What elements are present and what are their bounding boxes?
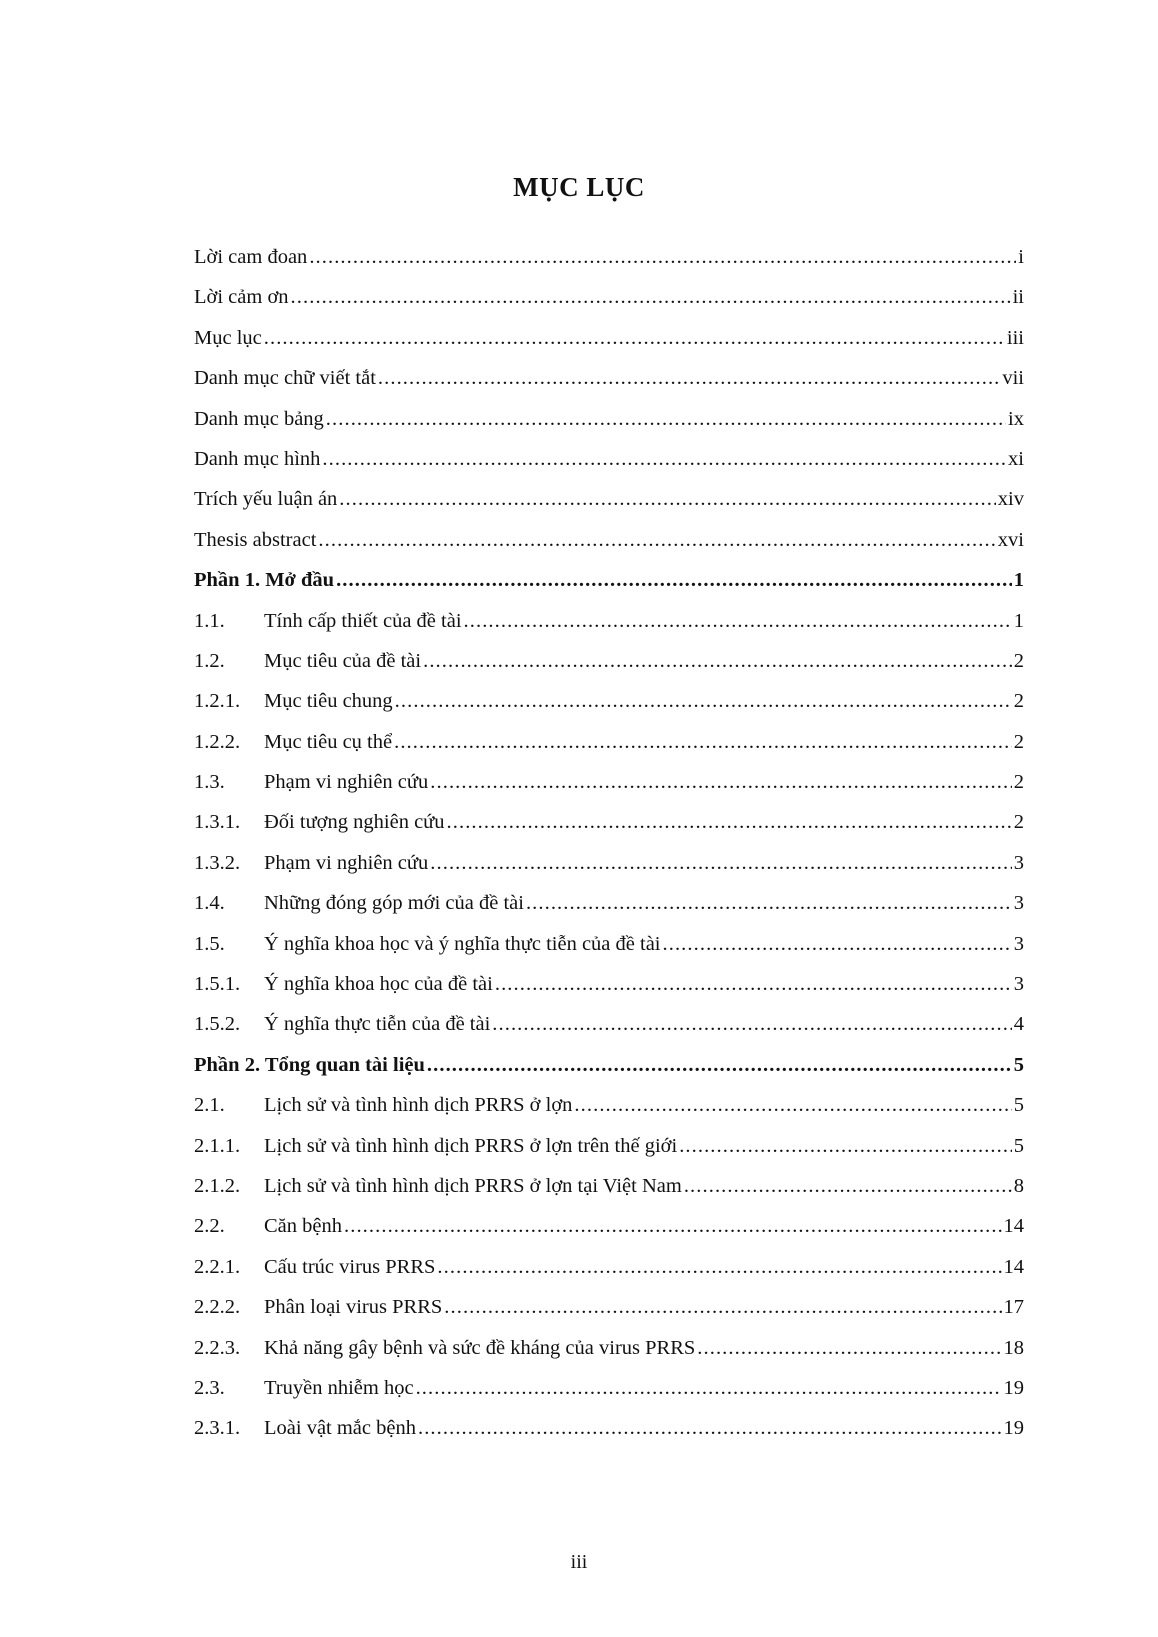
toc-entry-title: Danh mục chữ viết tắt — [194, 367, 376, 390]
toc-entry-title: Trích yếu luận án — [194, 488, 338, 511]
toc-entry[interactable] — [194, 325, 1024, 365]
toc-entry-number: 2.3. — [194, 1376, 225, 1399]
toc-entry-title: Lịch sử và tình hình dịch PRRS ở lợn tại Việt Nam — [264, 1174, 682, 1197]
toc-entry-page: 2 — [1013, 771, 1024, 794]
toc-entry-page: 14 — [1003, 1215, 1024, 1238]
toc-entry-page: 2 — [1013, 690, 1024, 713]
toc-entry[interactable] — [194, 244, 1024, 284]
toc-entry[interactable] — [194, 1415, 1024, 1455]
toc-entry-number: 2.2. — [194, 1215, 225, 1238]
page-title: MỤC LỤC — [513, 172, 645, 202]
toc-dot-leader — [444, 1294, 1001, 1320]
toc-entry-title: Truyền nhiễm học — [264, 1376, 414, 1399]
toc-entry-page: 5 — [1013, 1134, 1024, 1157]
toc-entry-title: Tính cấp thiết của đề tài — [264, 609, 462, 632]
toc-entry-number: 1.2. — [194, 649, 225, 672]
toc-entry[interactable] — [194, 1011, 1024, 1051]
toc-entry-number: 2.1.1. — [194, 1134, 241, 1157]
toc-dot-leader — [526, 890, 1012, 916]
toc-dot-leader — [430, 769, 1011, 795]
toc-entry[interactable] — [194, 809, 1024, 849]
toc-entry-number: 1.3.1. — [194, 811, 241, 834]
toc-entry-title: Danh mục hình — [194, 447, 321, 470]
toc-entry-number: 2.2.1. — [194, 1255, 241, 1278]
toc-entry[interactable] — [194, 1294, 1024, 1334]
toc-entry-title: Thesis abstract — [194, 528, 317, 551]
toc-entry-page: 3 — [1013, 932, 1024, 955]
toc-entry-page: ii — [1012, 286, 1024, 309]
toc-entry-number: 1.2.2. — [194, 730, 241, 753]
toc-dot-leader — [437, 1254, 1001, 1280]
toc-entry[interactable] — [194, 931, 1024, 971]
toc-entry-title: Phân loại virus PRRS — [264, 1296, 443, 1319]
toc-entry-number: 1.1. — [194, 609, 225, 632]
toc-dot-leader — [430, 850, 1011, 876]
toc-dot-leader — [423, 648, 1012, 674]
toc-entry-page: vii — [1002, 367, 1024, 390]
page-number: iii — [570, 1551, 588, 1573]
toc-dot-leader — [574, 1092, 1011, 1118]
toc-entry[interactable] — [194, 406, 1024, 446]
toc-entry-page: 3 — [1013, 851, 1024, 874]
toc-entry-number: 2.1.2. — [194, 1174, 241, 1197]
toc-entry-title: Phạm vi nghiên cứu — [264, 771, 429, 794]
toc-entry[interactable] — [194, 365, 1024, 405]
toc-dot-leader — [394, 729, 1012, 755]
toc-dot-leader — [684, 1173, 1012, 1199]
toc-entry-number: 1.5. — [194, 932, 225, 955]
toc-entry[interactable] — [194, 527, 1024, 567]
toc-entry-page: 17 — [1003, 1296, 1024, 1319]
toc-entry-page: 2 — [1013, 730, 1024, 753]
table-of-contents — [194, 244, 1024, 1456]
toc-entry-page: 1 — [1013, 609, 1024, 632]
toc-entry-title: Lời cam đoan — [194, 246, 308, 268]
toc-entry-title: Khả năng gây bệnh và sức đề kháng của virus PRRS — [264, 1336, 696, 1359]
toc-dot-leader — [322, 446, 1006, 472]
toc-entry-title: Danh mục bảng — [194, 407, 324, 430]
toc-entry-number: 1.4. — [194, 892, 225, 915]
toc-entry-page: 1 — [1013, 569, 1024, 592]
toc-entry-page: 14 — [1003, 1255, 1024, 1278]
toc-entry[interactable] — [194, 1092, 1024, 1132]
toc-dot-leader — [336, 567, 1012, 593]
toc-entry[interactable] — [194, 284, 1024, 324]
toc-entry[interactable] — [194, 608, 1024, 648]
toc-entry-number: 1.5.2. — [194, 1013, 241, 1036]
toc-entry[interactable] — [194, 1335, 1024, 1375]
toc-dot-leader — [663, 931, 1012, 957]
toc-entry[interactable] — [194, 648, 1024, 688]
toc-dot-leader — [378, 365, 1000, 391]
toc-dot-leader — [339, 486, 996, 512]
toc-entry-page: 3 — [1013, 892, 1024, 915]
toc-entry-page: 4 — [1013, 1013, 1024, 1036]
toc-entry-page: xvi — [997, 528, 1024, 551]
toc-dot-leader — [495, 971, 1012, 997]
toc-part-heading[interactable] — [194, 567, 1024, 607]
toc-entry[interactable] — [194, 1173, 1024, 1213]
toc-entry-title: Lịch sử và tình hình dịch PRRS ở lợn trên thế giới — [264, 1134, 678, 1157]
toc-entry-number: 2.3.1. — [194, 1417, 241, 1440]
toc-entry-page: 3 — [1013, 973, 1024, 996]
toc-entry[interactable] — [194, 890, 1024, 930]
toc-dot-leader — [697, 1335, 1001, 1361]
toc-dot-leader — [318, 527, 995, 553]
toc-entry-title: Đối tượng nghiên cứu — [264, 811, 445, 834]
toc-entry-title: Mục lục — [194, 326, 262, 349]
toc-entry-page: iii — [1006, 326, 1024, 349]
toc-entry-title: Mục tiêu cụ thể — [264, 730, 393, 753]
toc-entry-page: 2 — [1013, 811, 1024, 834]
toc-entry-number: 1.2.1. — [194, 690, 241, 713]
toc-entry-title: Mục tiêu chung — [264, 690, 393, 713]
toc-entry[interactable] — [194, 446, 1024, 486]
toc-entry-title: Phần 1. Mở đầu — [194, 569, 335, 592]
toc-entry[interactable] — [194, 1133, 1024, 1173]
toc-dot-leader — [395, 688, 1012, 714]
toc-entry-page: 8 — [1013, 1174, 1024, 1197]
toc-entry-page: 18 — [1003, 1336, 1024, 1359]
toc-entry[interactable] — [194, 1254, 1024, 1294]
toc-dot-leader — [427, 1052, 1012, 1078]
toc-entry-title: Cấu trúc virus PRRS — [264, 1255, 436, 1278]
toc-entry-page: ix — [1008, 407, 1024, 430]
toc-entry[interactable] — [194, 769, 1024, 809]
toc-dot-leader — [309, 244, 1016, 270]
toc-entry-title: Ý nghĩa thực tiễn của đề tài — [264, 1013, 491, 1036]
toc-entry[interactable] — [194, 486, 1024, 526]
toc-dot-leader — [679, 1133, 1012, 1159]
toc-entry-title: Lời cảm ơn — [194, 286, 289, 309]
toc-entry-page: xi — [1008, 447, 1024, 470]
toc-entry-page: 2 — [1013, 649, 1024, 672]
toc-dot-leader — [464, 608, 1012, 634]
toc-entry[interactable] — [194, 1213, 1024, 1253]
toc-entry-title: Ý nghĩa khoa học của đề tài — [264, 973, 493, 996]
toc-entry-title: Phạm vi nghiên cứu — [264, 851, 429, 874]
toc-dot-leader — [447, 809, 1012, 835]
toc-entry-page: 5 — [1013, 1094, 1024, 1117]
toc-entry[interactable] — [194, 850, 1024, 890]
toc-entry-page: 19 — [1003, 1417, 1024, 1440]
toc-entry[interactable] — [194, 1375, 1024, 1415]
toc-dot-leader — [416, 1375, 1002, 1401]
toc-entry-number: 2.2.2. — [194, 1296, 241, 1319]
toc-entry-title: Lịch sử và tình hình dịch PRRS ở lợn — [264, 1094, 573, 1117]
toc-entry-number: 2.2.3. — [194, 1336, 241, 1359]
toc-entry-title: Ý nghĩa khoa học và ý nghĩa thực tiễn của đề tài — [264, 932, 661, 955]
toc-entry-title: Loài vật mắc bệnh — [264, 1417, 416, 1440]
toc-entry-title: Những đóng góp mới của đề tài — [264, 892, 524, 915]
toc-dot-leader — [291, 284, 1011, 310]
toc-entry-number: 1.3.2. — [194, 851, 241, 874]
toc-dot-leader — [326, 406, 1006, 432]
toc-dot-leader — [418, 1415, 1002, 1441]
toc-entry-title: Phần 2. Tổng quan tài liệu — [194, 1053, 425, 1076]
toc-entry[interactable] — [194, 729, 1024, 769]
toc-dot-leader — [344, 1213, 1002, 1239]
toc-dot-leader — [492, 1011, 1011, 1037]
toc-entry-number: 1.5.1. — [194, 973, 241, 996]
toc-entry[interactable] — [194, 688, 1024, 728]
toc-entry[interactable] — [194, 971, 1024, 1011]
toc-part-heading[interactable] — [194, 1052, 1024, 1092]
toc-entry-page: xiv — [997, 488, 1024, 511]
toc-dot-leader — [264, 325, 1005, 351]
toc-entry-number: 1.3. — [194, 771, 225, 794]
toc-entry-number: 2.1. — [194, 1094, 225, 1117]
toc-entry-page: i — [1018, 246, 1024, 268]
toc-entry-title: Mục tiêu của đề tài — [264, 649, 422, 672]
toc-entry-title: Căn bệnh — [264, 1215, 342, 1238]
toc-entry-page: 19 — [1003, 1376, 1024, 1399]
toc-entry-page: 5 — [1013, 1053, 1024, 1076]
